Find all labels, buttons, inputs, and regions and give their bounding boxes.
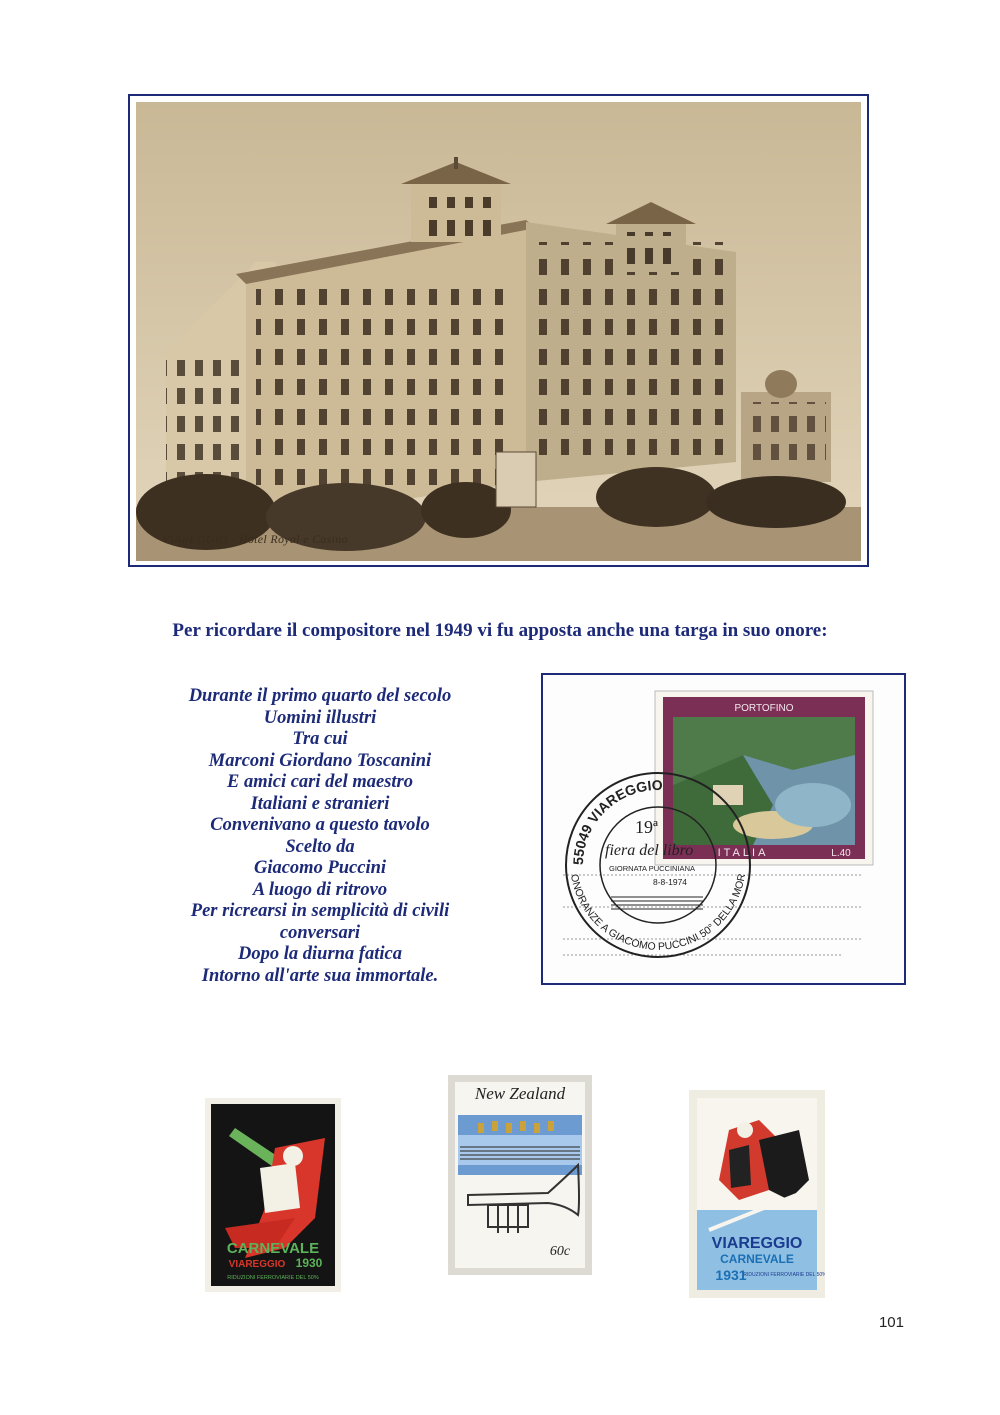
carnevale-1930-art xyxy=(205,1098,341,1292)
poem-line: Intorno all'arte sua immortale. xyxy=(201,965,439,986)
poem-line: Dopo la diurna fatica xyxy=(238,944,402,964)
stamp-carnevale-1930 xyxy=(205,1098,341,1292)
postcard-photo xyxy=(136,102,861,561)
postcard-caption: VIAREGGIO - Hotel Royal e Casino xyxy=(162,532,348,546)
stamp-country: ITALIA xyxy=(717,847,769,859)
carnevale-1931-art xyxy=(689,1090,825,1298)
postmark-fair: fiera del libro xyxy=(605,842,694,859)
page-number: 101 xyxy=(878,1314,904,1331)
poem-line: Uomini illustri xyxy=(263,707,377,728)
stamp2-value: 60c xyxy=(549,1244,571,1259)
poem-line: Giacomo Puccini xyxy=(253,858,387,878)
stamp1-year: 1930 xyxy=(295,1256,323,1270)
postmark-ring-bottom: ONORANZE A GIACOMO PUCCINI 50° DELLA MOR xyxy=(567,872,749,953)
stamp-carnevale-1931 xyxy=(689,1090,825,1298)
stamp3-city: VIAREGGIO xyxy=(711,1235,803,1252)
stamp2-country: New Zealand xyxy=(474,1084,566,1103)
stamp-title: PORTOFINO xyxy=(734,703,794,714)
stamp-value: L.40 xyxy=(831,848,851,859)
stamp1-subtitle: VIAREGGIO xyxy=(228,1259,286,1270)
stamp3-year: 1931 xyxy=(715,1267,747,1283)
poem-line: Italiani e stranieri xyxy=(250,793,390,814)
stamp3-title: CARNEVALE xyxy=(720,1252,794,1266)
new-zealand-art xyxy=(448,1075,592,1275)
portofino-cover xyxy=(541,673,906,985)
postmark-ring-text: 55049 VIAREGGIO xyxy=(569,776,663,866)
portofino-cover-art xyxy=(543,675,904,983)
poem-line: Per ricrearsi in semplicità di civili xyxy=(190,901,450,921)
postmark-date: 8-8-1974 xyxy=(653,877,688,887)
poem-line: Convenivano a questo tavolo xyxy=(210,815,430,835)
stamp3-fine-print: RIDUZIONI FERROVIARIE DEL 50% xyxy=(743,1272,825,1278)
intro-line: Per ricordare il compositore nel 1949 vi fu apposta anche una targa in suo onore: xyxy=(172,620,828,641)
poem-line: Durante il primo quarto del secolo xyxy=(188,686,452,706)
postmark-number: 19ª xyxy=(635,817,658,837)
postcard-frame xyxy=(128,94,869,567)
stamp1-title: CARNEVALE xyxy=(226,1240,320,1257)
poem-line: E amici cari del maestro xyxy=(226,772,413,792)
poem-inscription xyxy=(160,686,480,987)
stamp-new-zealand xyxy=(448,1075,592,1275)
poem-line: A luogo di ritrovo xyxy=(252,879,388,900)
hotel-illustration xyxy=(136,102,861,561)
stamp1-fine-print: RIDUZIONI FERROVIARIE DEL 50% xyxy=(227,1275,319,1281)
postmark-day: GIORNATA PUCCINIANA xyxy=(609,864,695,873)
poem-line: Marconi Giordano Toscanini xyxy=(208,750,432,771)
poem-line: Scelto da xyxy=(285,836,355,857)
poem-line: conversari xyxy=(279,922,361,943)
poem-line: Tra cui xyxy=(292,729,348,749)
